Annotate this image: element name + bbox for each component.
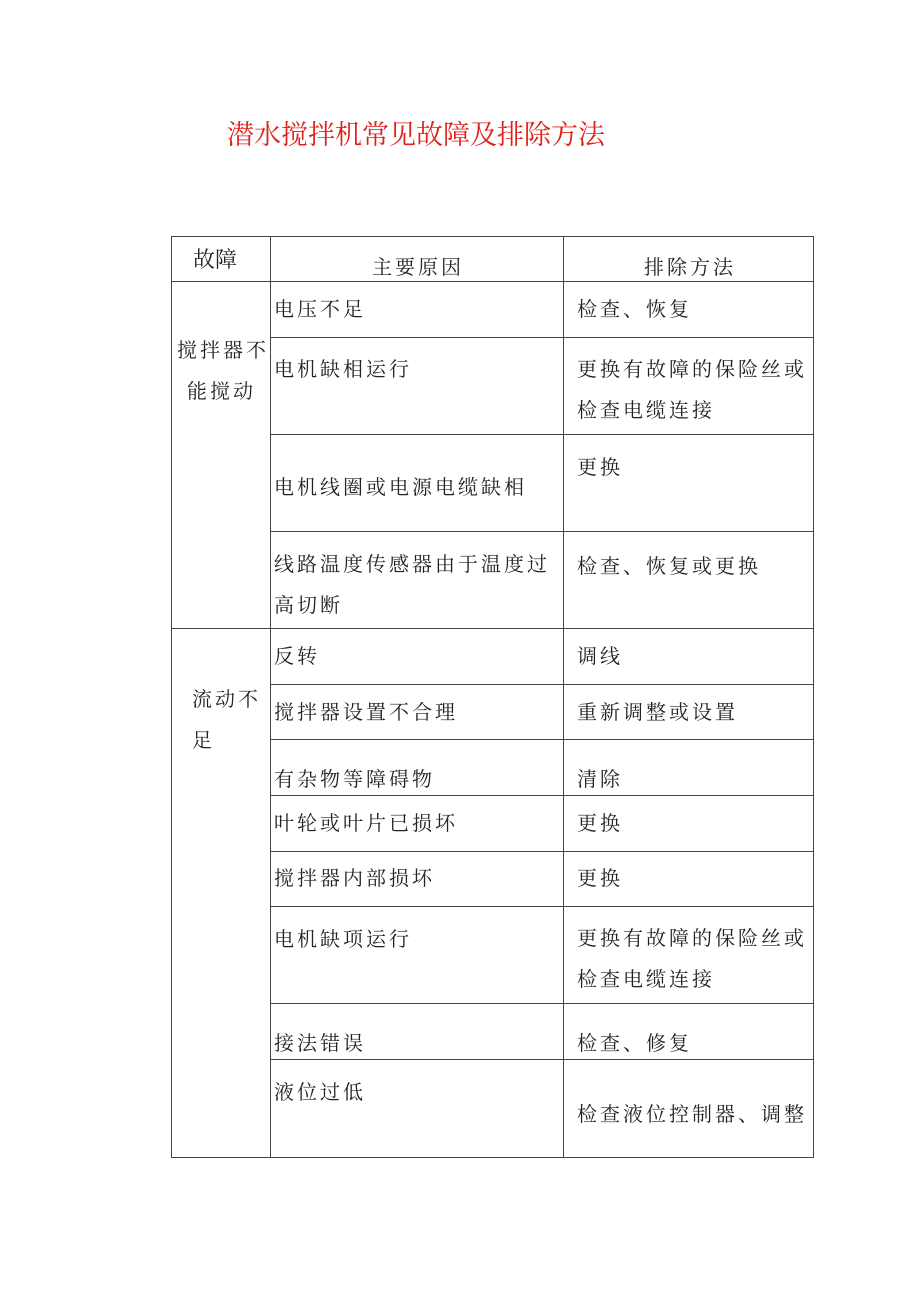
cause-cell: 叶轮或叶片已损坏 xyxy=(274,811,458,835)
table-border-right xyxy=(813,236,814,1158)
table-border-left xyxy=(171,236,172,1158)
fault-cell xyxy=(192,679,261,761)
fault-line: 足 xyxy=(192,728,215,752)
cause-cell: 搅拌器设置不合理 xyxy=(274,700,458,724)
cause-line: 线路温度传感器由于温度过 xyxy=(274,552,550,576)
table-row-divider xyxy=(270,739,814,740)
remedy-cell xyxy=(577,349,807,431)
table-row-divider xyxy=(270,434,814,435)
remedy-line: 更换有故障的保险丝或 xyxy=(577,926,807,950)
cause-cell: 电机线圈或电源电缆缺相 xyxy=(274,475,527,499)
cause-cell: 有杂物等障碍物 xyxy=(274,767,435,791)
remedy-cell: 调线 xyxy=(577,644,623,668)
remedy-cell: 检查、修复 xyxy=(577,1031,692,1055)
remedy-cell: 清除 xyxy=(577,767,623,791)
table-row-divider xyxy=(270,337,814,338)
table-column-divider xyxy=(563,236,564,1158)
remedy-line: 更换有故障的保险丝或 xyxy=(577,357,807,381)
cause-cell: 电机缺相运行 xyxy=(274,357,412,381)
remedy-cell: 检查、恢复或更换 xyxy=(577,554,761,578)
fault-cell xyxy=(177,330,269,412)
cause-cell: 液位过低 xyxy=(274,1080,366,1104)
header-cause: 主要原因 xyxy=(372,255,464,279)
cause-cell: 反转 xyxy=(274,644,320,668)
fault-line: 搅拌器不 xyxy=(177,338,269,362)
table-row-divider xyxy=(270,906,814,907)
remedy-line: 检查电缆连接 xyxy=(577,398,715,422)
header-remedy: 排除方法 xyxy=(644,255,736,279)
table-row-divider xyxy=(270,531,814,532)
cause-cell: 电压不足 xyxy=(274,297,366,321)
cause-cell: 搅拌器内部损坏 xyxy=(274,866,435,890)
remedy-cell: 更换 xyxy=(577,811,623,835)
table-border-bottom xyxy=(171,1157,814,1158)
remedy-cell xyxy=(577,918,807,1000)
fault-table xyxy=(171,236,814,1158)
table-row-divider xyxy=(270,851,814,852)
cause-cell: 电机缺项运行 xyxy=(274,927,412,951)
header-fault: 故障 xyxy=(193,248,238,273)
remedy-line: 检查电缆连接 xyxy=(577,967,715,991)
fault-line: 能搅动 xyxy=(187,379,256,403)
cause-cell: 接法错误 xyxy=(274,1031,366,1055)
fault-line: 流动不 xyxy=(192,687,261,711)
cause-cell xyxy=(274,544,550,626)
cause-line: 高切断 xyxy=(274,593,343,617)
table-row-divider xyxy=(270,1003,814,1004)
remedy-cell: 重新调整或设置 xyxy=(577,700,738,724)
remedy-cell: 检查液位控制器、调整 xyxy=(577,1102,807,1126)
remedy-cell: 更换 xyxy=(577,866,623,890)
table-group-divider xyxy=(171,628,814,629)
table-column-divider xyxy=(270,236,271,1158)
table-row-divider xyxy=(270,684,814,685)
remedy-cell: 检查、恢复 xyxy=(577,297,692,321)
document-title: 潜水搅拌机常见故障及排除方法 xyxy=(227,120,605,151)
table-border-top xyxy=(171,236,814,237)
remedy-cell: 更换 xyxy=(577,455,623,479)
